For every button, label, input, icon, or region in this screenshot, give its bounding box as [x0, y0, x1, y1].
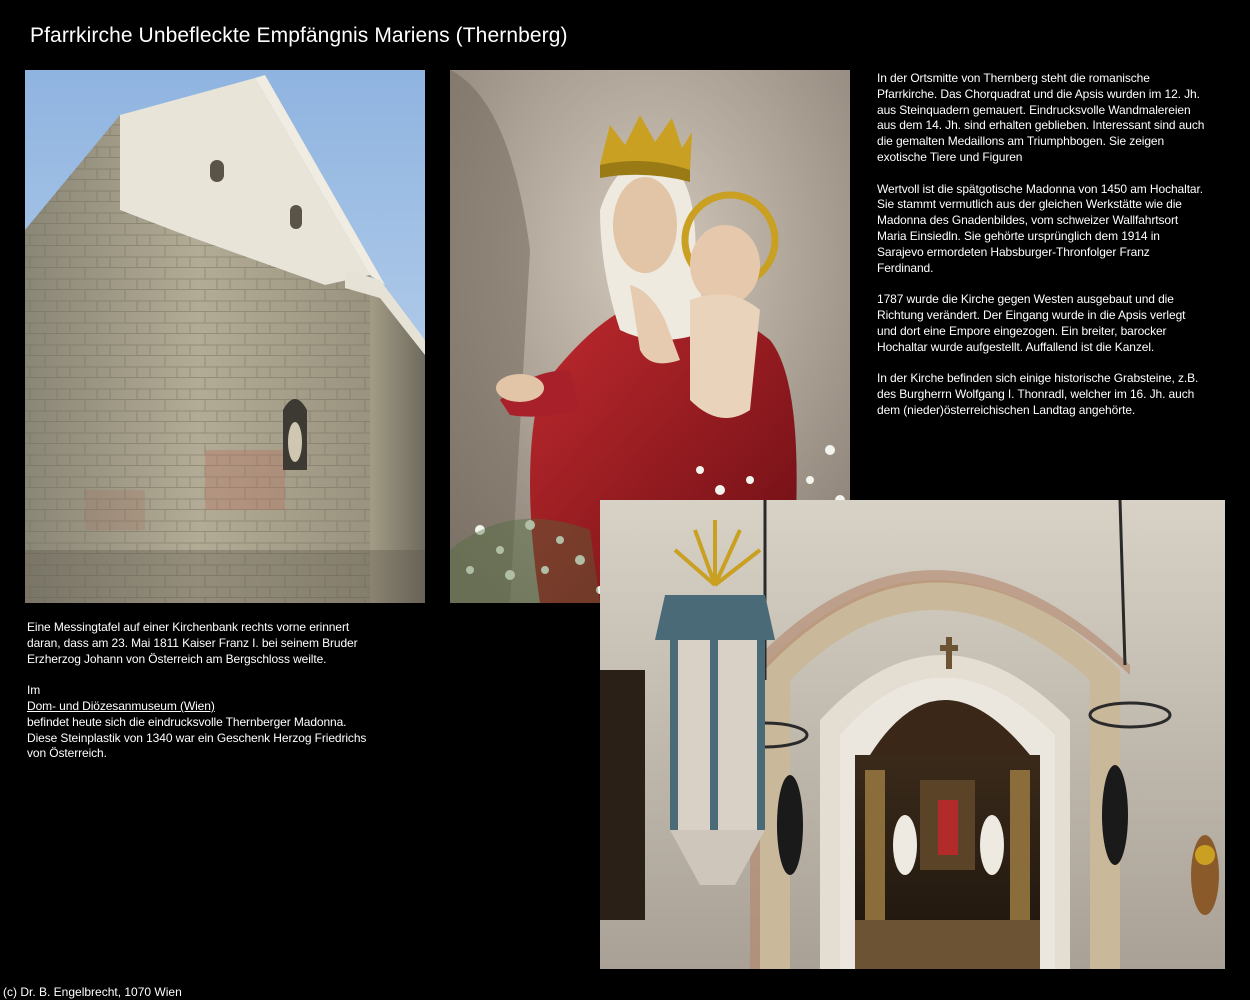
paragraph-museum	[27, 683, 367, 762]
copyright-footer: (c) Dr. B. Engelbrecht, 1070 Wien	[3, 985, 182, 999]
church-exterior-image	[25, 70, 425, 603]
description-right	[877, 71, 1207, 434]
church-interior-photo[interactable]	[600, 500, 1225, 969]
church-exterior-photo[interactable]	[25, 70, 425, 603]
paragraph-brass-plate: Eine Messingtafel auf einer Kirchenbank rechts vorne erinnert daran, dass am 23. Mai 1811 Kaiser Franz I. bei seinem Bruder Erzherzog Johann von Österreich am Bergschloss weilte.	[27, 620, 358, 666]
page-title: Pfarrkirche Unbefleckte Empfängnis Mariens (Thernberg)	[30, 24, 568, 47]
description-left	[27, 620, 367, 778]
museum-intro: Im	[27, 683, 41, 698]
paragraph-madonna: Wertvoll ist die spätgotische Madonna von 1450 am Hochaltar. Sie stammt vermutlich aus der gleichen Werkstätte wie die Madonna des Gnadenbildes, vom schweizer Wallfahrtsort Maria Einsiedln. Sie gehörte ursprünglich dem 1914 in Sarajevo ermordeten Habsburger-Thronfolger Franz Ferdinand.	[877, 181, 1203, 275]
paragraph-extension: 1787 wurde die Kirche gegen Westen ausgebaut und die Richtung verändert. Der Eingang wurde in die Apsis verlegt und dort eine Empore eingezogen. Ein breiter, barocker Hochaltar wurde aufgestellt. Auffallend ist die Kanzel.	[877, 292, 1186, 354]
paragraph-history: In der Ortsmitte von Thernberg steht die romanische Pfarrkirche. Das Chorquadrat und die Apsis wurden im 12. Jh. aus Steinquadern gemauert. Eindrucksvolle Wandmalereien aus dem 14. Jh. sind erhalten geblieben. Interessant sind auch die gemalten Medaillons am Triumphbogen. Sie zeigen exotische Tiere und Figuren	[877, 71, 1205, 164]
church-interior-image	[600, 500, 1225, 969]
museum-link[interactable]: Dom- und Diözesanmuseum (Wien)	[27, 698, 215, 713]
museum-outro: befindet heute sich die eindrucksvolle Thernberger Madonna. Diese Steinplastik von 1340 war ein Geschenk Herzog Friedrichs von Österreich.	[27, 714, 367, 761]
paragraph-gravestones: In der Kirche befinden sich einige historische Grabsteine, z.B. des Burgherrn Wolfgang I. Thonradl, welcher im 16. Jh. auch dem (nieder)österreichischen Landtag angehörte.	[877, 371, 1199, 417]
